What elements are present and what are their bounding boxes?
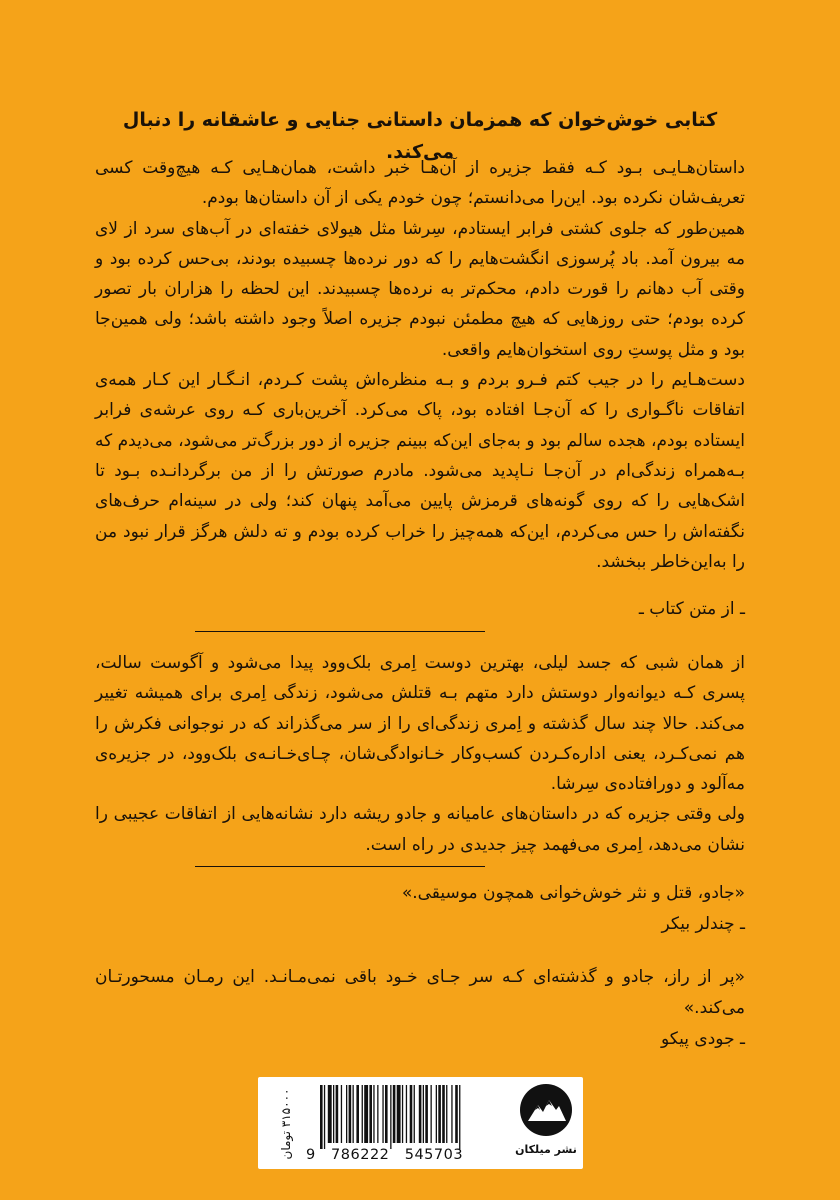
barcode-icon xyxy=(320,1085,505,1149)
barcode-bar xyxy=(431,1085,432,1143)
barcode-bar xyxy=(333,1085,334,1143)
barcode-bar xyxy=(364,1085,368,1143)
book-excerpt xyxy=(95,153,745,577)
quote-text: «پر از راز، جادو و گذشته‌ای کـه سر جـای خـود باقی نمی‌مـانـد. این رمـان مسحورتـان می‌کند.» xyxy=(95,967,745,1018)
divider xyxy=(195,866,485,867)
barcode-bar xyxy=(353,1085,354,1143)
quote-text: «جادو، قتل و نثر خوش‌خوانی همچون موسیقی.» xyxy=(401,883,745,903)
excerpt-source: ـ از متن کتاب ـ xyxy=(638,599,745,619)
barcode-bar xyxy=(459,1085,460,1149)
barcode-bar xyxy=(324,1085,325,1149)
excerpt-paragraph: دست‌هـایم را در جیب کتم فـرو بردم و بـه منظره‌اش پشت کـردم، انـگـار این کـار همه‌ی اتفاقات ناگـواری را که آن‌جـا افتاده بود، پاک می‌کرد. آخرین‌باری کـه روی عرشه‌ی فرابر ایستاده بودم، هجده سالم بود و به‌جای این‌که ببینم جزیره از دور بزرگ‌تر می‌شود، می‌دیدم که بـه‌همراه زندگی‌ام در آن‌جـا نـاپدید می‌شود. مادرم صورتش را از من برگردانـده بـود تا اشک‌هایی را که روی گونه‌های قرمزش پایین می‌آمد پنهان کند؛ ولی در سینه‌ام حرف‌های نگفته‌اش را حس می‌کردم، این‌که همه‌چیز را خراب کرده بودم و ته دلش هرگز قرار نبود من را به‌این‌خاطر ببخشد. xyxy=(95,370,745,572)
synopsis xyxy=(95,648,745,860)
barcode-bar xyxy=(406,1085,407,1143)
price-label: ۳۱۵۰۰۰ تومان xyxy=(279,1088,293,1160)
back-cover xyxy=(95,0,745,1200)
barcode-bar xyxy=(349,1085,352,1143)
publisher-logo xyxy=(515,1083,577,1163)
barcode-bar xyxy=(369,1085,372,1143)
excerpt-paragraph: داستان‌هـایـی بـود کـه فقط جزیره از آن‌هـا خبر داشت، همان‌هـایی کـه هیچ‌وقت کسی تعریف‌شان نکرده بود. این‌را می‌دانستم؛ چون خودم یکی از آن داستان‌ها بودم. xyxy=(95,158,745,209)
barcode-bar xyxy=(382,1085,383,1143)
barcode-bar xyxy=(377,1085,378,1143)
barcode-bar xyxy=(446,1085,447,1143)
barcode-bar xyxy=(393,1085,396,1143)
barcode-bar xyxy=(436,1085,437,1143)
barcode-bar xyxy=(362,1085,363,1143)
barcode-bar xyxy=(328,1085,332,1143)
synopsis-paragraph: از همان شبی که جسد لیلی، بهترین دوست اِمری بلک‌وود پیدا می‌شود و آگوست سالت، پسری کـه دیوانه‌وار دوستش دارد متهم بـه قتلش می‌شود، زندگی اِمری برای همیشه تغییر می‌کند. حالا چند سال گذشته و اِمری زندگی‌ای را از سر می‌گذراند که در نوجوانی فکرش را هم نمی‌کـرد، یعنی اداره‌کـردن کسب‌وکار خـانوادگی‌شان، چـای‌خـانـه‌ی بلک‌وود، در جزیره‌ی مه‌آلود و دورافتاده‌ی سِرشا. xyxy=(95,653,745,795)
publisher-name: نشر میلکان xyxy=(515,1143,577,1156)
quote-author: ـ چندلر بیکر xyxy=(661,914,745,934)
barcode-bar xyxy=(423,1085,424,1143)
isbn-number: 9 786222 545703 xyxy=(306,1147,464,1163)
excerpt-paragraph: همین‌طور که جلوی کشتی فرابر ایستادم، سِرشا مثل هیولای خفته‌ای در آب‌های سرد از لای مه بیرون آمد. باد پُرسوزی انگشت‌هایم را که دور نرده‌ها چسبیده بودند، بی‌حس کرده بود و وقتی آب دهانم را قورت دادم، محکم‌تر به نرده‌ها چسبیدند. این لحظه را هزاران بار تصور کرده بودم؛ حتی روزهایی که هیچ مطمئن نبودم جزیره اصلاً وجود داشته باشد؛ ولی همین‌جا بود و مثل پوستِ روی استخوان‌هایم واقعی. xyxy=(95,218,745,360)
quote-author: ـ جودی پیکو xyxy=(661,1029,745,1049)
barcode-bar xyxy=(414,1085,415,1143)
review-quote xyxy=(95,962,745,1055)
barcode-bar xyxy=(336,1085,339,1143)
barcode-bar xyxy=(373,1085,374,1143)
synopsis-paragraph: ولی وقتی جزیره که در داستان‌های عامیانه و جادو ریشه دارد نشانه‌هایی از اتفاقات عجیبی را نشان می‌دهد، اِمری می‌فهمد چیز جدیدی در راه است. xyxy=(95,804,745,855)
barcode-bar xyxy=(442,1085,445,1143)
barcode-bar xyxy=(341,1085,342,1143)
divider xyxy=(195,631,485,632)
tagline: کتابی خوش‌خوان که همزمان داستانی جنایی و عاشقانه را دنبال می‌کند. xyxy=(122,109,718,163)
barcode-panel xyxy=(258,1077,583,1169)
barcode-bar xyxy=(346,1085,347,1143)
barcode-bar xyxy=(390,1085,391,1149)
barcode-bar xyxy=(425,1085,428,1143)
review-quote xyxy=(95,878,745,940)
barcode-bar xyxy=(385,1085,388,1143)
barcode-bar xyxy=(320,1085,323,1149)
barcode-bar xyxy=(397,1085,401,1143)
barcode-bar xyxy=(356,1085,359,1143)
barcode-bar xyxy=(419,1085,422,1143)
barcode-bar xyxy=(451,1085,452,1143)
mountain-logo-icon xyxy=(519,1083,573,1137)
barcode-bar xyxy=(402,1085,403,1143)
barcode-bar xyxy=(410,1085,413,1143)
barcode-bar xyxy=(438,1085,441,1143)
barcode-bar xyxy=(455,1085,458,1143)
